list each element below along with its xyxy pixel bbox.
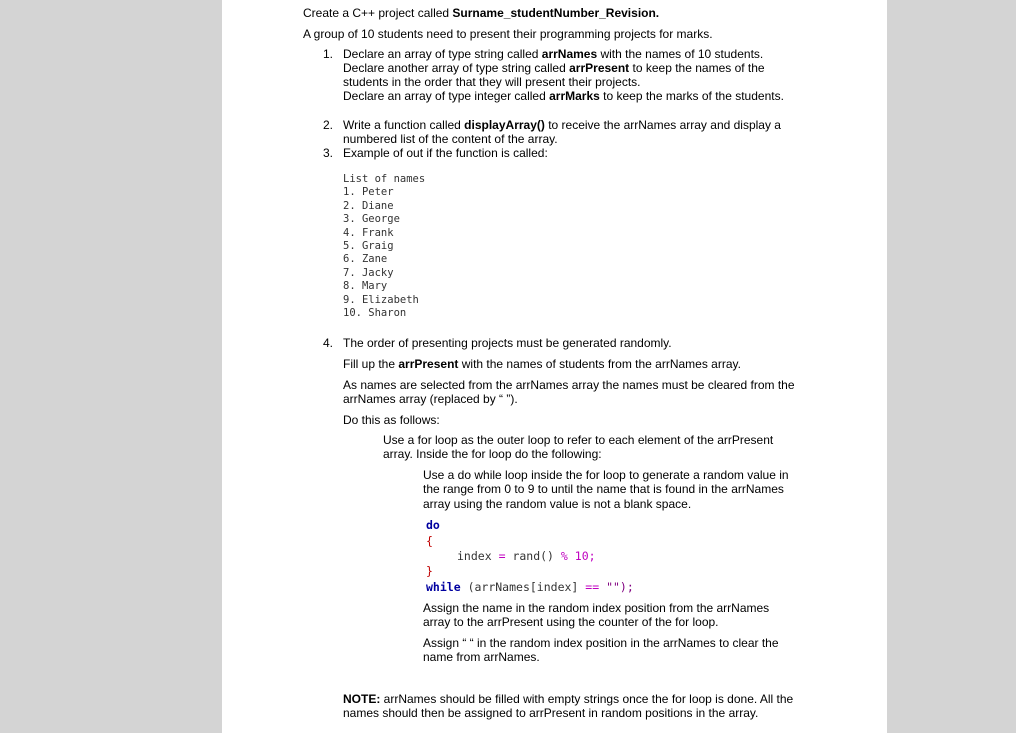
list-item: 8. Mary [343, 280, 388, 293]
item-1-line-2-tail: to keep the names of the [629, 61, 765, 75]
list-title: List of names [343, 173, 426, 185]
code-mod: % [560, 549, 568, 563]
as-names-line-2: arrNames array (replaced by “ ”). [343, 392, 518, 406]
intro-prefix: Create a C++ project called [303, 6, 453, 20]
project-name: Surname_studentNumber_Revision. [452, 6, 660, 20]
item-1-line-2 [343, 61, 765, 75]
intro-line [303, 6, 659, 20]
item-3-number: 3. [323, 146, 334, 160]
code-do [426, 518, 440, 532]
do-while-line-3: array using the random value is not a blank space. [423, 497, 692, 511]
item-1-line-1-text: Declare an array of type string called [343, 47, 542, 61]
intro-line-2: A group of 10 students need to present their programming projects for marks. [303, 27, 713, 41]
code-open-brace [426, 534, 433, 548]
note-line-1 [343, 692, 793, 706]
do-this-line: Do this as follows: [343, 413, 440, 427]
displayarray-bold: displayArray() [464, 118, 545, 132]
item-1-line-1 [343, 47, 763, 61]
list-item: 3. George [343, 213, 400, 226]
item-2-number: 2. [323, 118, 334, 132]
list-item: 10. Sharon [343, 307, 407, 319]
assign-line-1: Assign the name in the random index position from the arrNames [423, 601, 770, 615]
assign-blank-line-2: name from arrNames. [423, 650, 540, 664]
do-while-line-1: Use a do while loop inside the for loop to generate a random value in [423, 468, 789, 482]
note-text-1: arrNames should be filled with empty strings once the for loop is done. All the [380, 692, 794, 706]
list-item: 4. Frank [343, 226, 394, 239]
code-do-keyword: do [426, 518, 440, 532]
item-4-line-1: The order of presenting projects must be generated randomly. [343, 336, 672, 350]
item-3-line-1: Example of out if the function is called: [343, 146, 548, 160]
code-close-brace [426, 564, 433, 578]
do-while-line-2: the range from 0 to 9 to until the name that is found in the arrNames [423, 482, 784, 496]
arrmarks-bold: arrMarks [549, 89, 600, 103]
code-var: index [457, 549, 492, 563]
use-for-line-2: array. Inside the for loop do the following: [383, 447, 602, 461]
item-1-line-4 [343, 89, 784, 103]
code-compare: == [585, 580, 600, 594]
list-item: 9. Elizabeth [343, 293, 419, 306]
arrpresent-bold: arrPresent [569, 61, 630, 75]
arrnames-bold: arrNames [541, 47, 598, 61]
item-2-line-1-tail: to receive the arrNames array and display a [544, 118, 781, 132]
item-1-line-1-tail: with the names of 10 students. [597, 47, 764, 61]
list-item: 6. Zane [343, 253, 388, 266]
code-empty-string: ""); [606, 580, 634, 594]
note-label: NOTE: [343, 692, 381, 706]
list-item: 2. Diane [343, 199, 394, 212]
fill-up-tail: with the names of students from the arrNames array. [458, 357, 741, 371]
code-while-keyword: while [426, 580, 461, 594]
document-page [222, 0, 887, 733]
fill-up-text: Fill up the [343, 357, 399, 371]
item-2-line-2: numbered list of the content of the array. [343, 132, 558, 146]
code-assign-line [457, 549, 596, 563]
assign-line-2: array to the arrPresent using the counter of the for loop. [423, 615, 719, 629]
item-2-line-1-text: Write a function called [343, 118, 465, 132]
list-item: 5. Graig [343, 240, 394, 252]
item-1-line-3: students in the order that they will present their projects. [343, 75, 641, 89]
item-1-number: 1. [323, 47, 334, 61]
code-open-brace-char: { [426, 534, 433, 548]
code-eq: = [498, 549, 506, 563]
item-1-line-4-text: Declare an array of type integer called [343, 89, 550, 103]
code-num: 10; [574, 549, 596, 563]
code-close-brace-char: } [426, 564, 433, 578]
code-fn: rand() [512, 549, 554, 563]
fill-up-line [343, 357, 741, 371]
item-2-line-1 [343, 118, 781, 132]
assign-blank-line-1: Assign “ “ in the random index position in the arrNames to clear the [423, 636, 779, 650]
code-condition: (arrNames[index] [467, 580, 579, 594]
arrpresent-bold-2: arrPresent [398, 357, 459, 371]
as-names-line-1: As names are selected from the arrNames array the names must be cleared from the [343, 378, 795, 392]
item-4-number: 4. [323, 336, 334, 350]
list-item: 1. Peter [343, 186, 394, 199]
list-item: 7. Jacky [343, 266, 394, 279]
note-line-2: names should then be assigned to arrPresent in random positions in the array. [343, 706, 759, 720]
code-while-line [426, 580, 634, 594]
item-1-line-4-tail: to keep the marks of the students. [599, 89, 784, 103]
use-for-line-1: Use a for loop as the outer loop to refer to each element of the arrPresent [383, 433, 774, 447]
item-1-line-2-text: Declare another array of type string called [343, 61, 570, 75]
